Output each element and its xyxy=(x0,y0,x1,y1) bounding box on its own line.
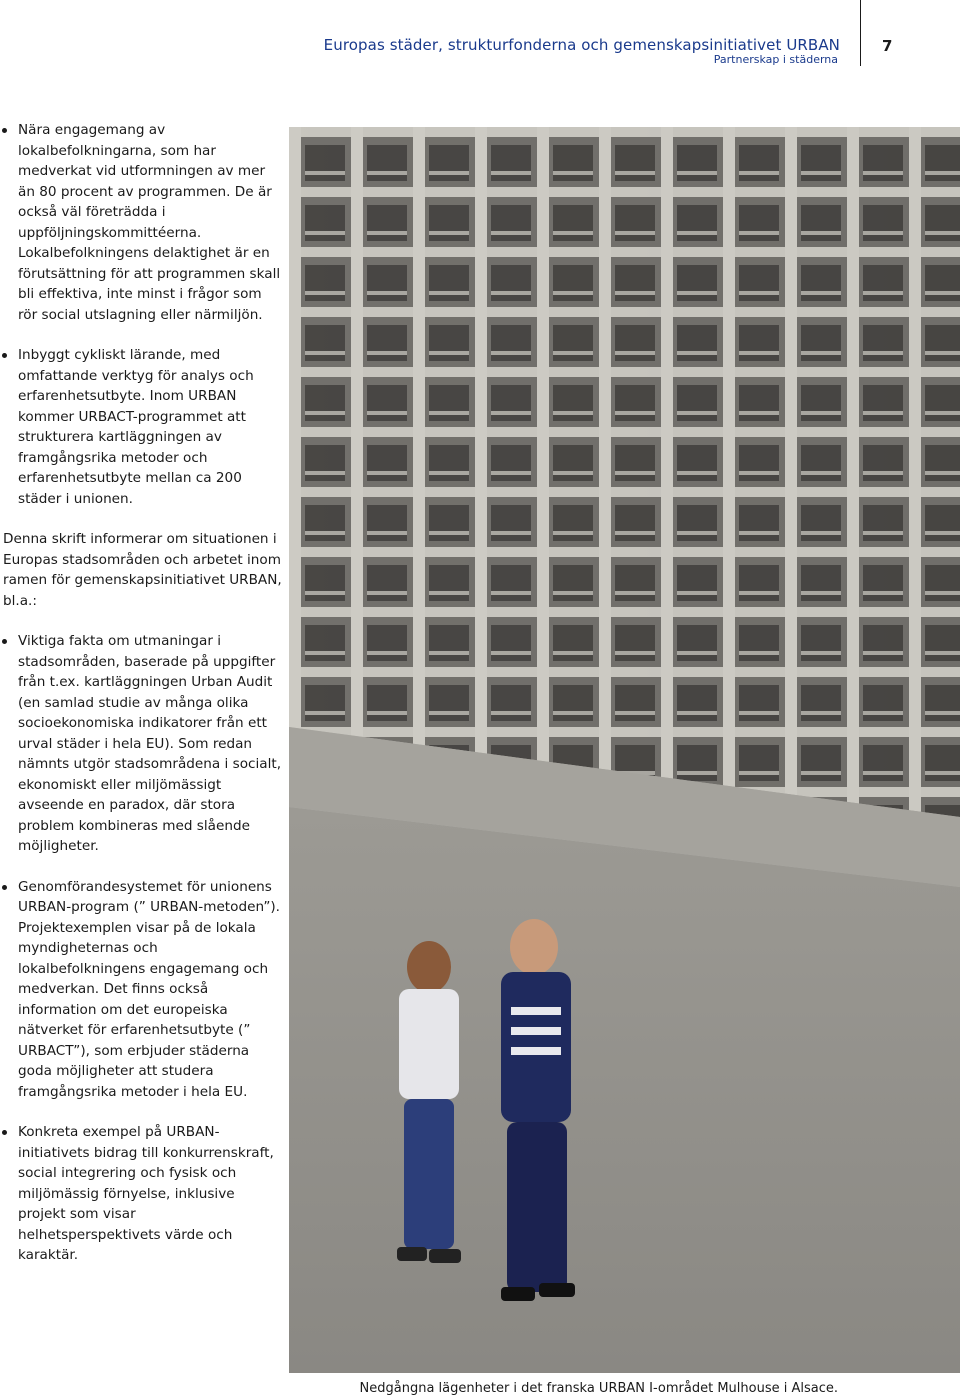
intro-paragraph: Denna skrift informerar om situationen i Europas stadsområden och arbetet inom ramen för gemenskapsinitiativet URBAN, bl.a.: xyxy=(3,531,282,609)
bullet-list-bottom xyxy=(0,631,282,1266)
bullet-item: Genomförandesystemet för unionens URBAN-program (” URBAN-metoden”). Projektexemplen visar på de lokala myndigheternas och lokalbefolkningens engagemang och medverkan. Det finns också information om det europeiska nätverket för erfarenhetsutbyte (” URBACT”), som erbjuder städerna goda möjligheter att studera framgångsrika metoder i hela EU. xyxy=(0,877,282,1103)
bullet-list-top xyxy=(0,120,282,509)
page-number: 7 xyxy=(882,37,893,55)
bullet-item: Viktiga fakta om utmaningar i stadsområden, baserade på uppgifter från t.ex. kartläggningen Urban Audit (en samlad studie av många olika socioekonomiska indikatorer från ett urval städer i hela EU). Som redan nämnts utgör stadsområdena i socialt, ekonomiskt eller miljömässigt avseende en paradox, där stora problem kombineras med slående möjligheter. xyxy=(0,631,282,857)
header-subtitle: Partnerskap i städerna xyxy=(713,53,838,66)
header-title: Europas städer, strukturfonderna och gemenskapsinitiativet URBAN xyxy=(323,36,840,54)
body-text-column xyxy=(0,120,282,1286)
photo-caption: Nedgångna lägenheter i det franska URBAN I-området Mulhouse i Alsace. xyxy=(359,1381,838,1396)
bullet-item: Konkreta exempel på URBAN-initiativets bidrag till konkurrenskraft, social integrering och fysisk och miljömässig förnyelse, inklusive projekt som visar helhetsperspektivets värde och karaktär. xyxy=(0,1122,282,1266)
bullet-item: Nära engagemang av lokalbefolkningarna, som har medverkat vid utformningen av mer än 80 procent av programmen. De är också väl företrädda i uppföljningskommittéerna. Lokalbefolkningens delaktighet är en förutsättning för att programmen skall bli effektiva, inte minst i frågor som rör social utslagning eller närmiljön. xyxy=(0,120,282,325)
bullet-item: Inbyggt cykliskt lärande, med omfattande verktyg för analys och erfarenhetsutbyte. Inom URBAN kommer URBACT-programmet att strukturera kartläggningen av framgångsrika metoder och erfarenhetsutbyte mellan ca 200 städer i unionen. xyxy=(0,345,282,509)
child-figure-right xyxy=(501,919,575,1301)
header-divider xyxy=(860,0,861,66)
child-figure-left xyxy=(397,941,461,1263)
housing-estate-photo xyxy=(289,127,960,1373)
